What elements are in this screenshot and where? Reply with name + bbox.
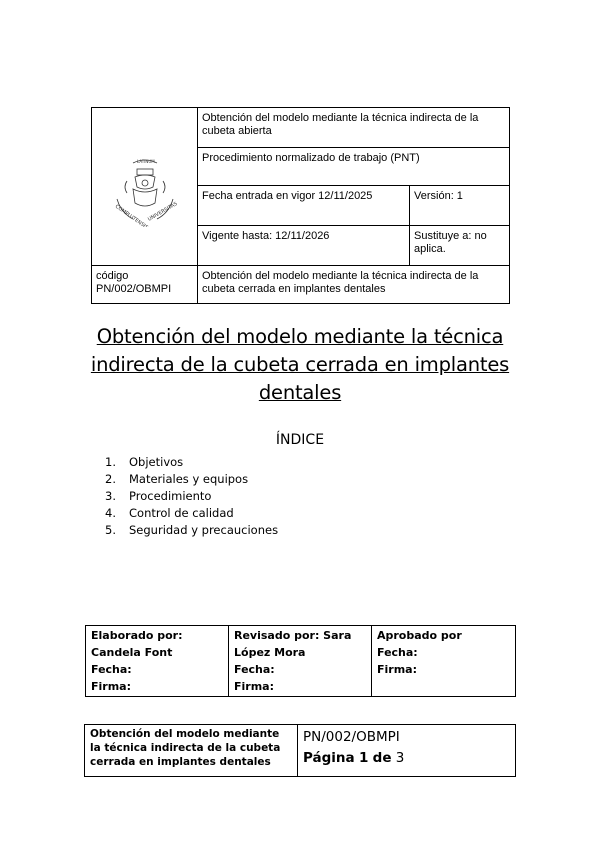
header-procedure: Procedimiento normalizado de trabajo (PNT) (198, 148, 510, 186)
footer-title: Obtención del modelo mediante la técnica indirecta de la cubeta cerrada en implantes dentales (85, 725, 298, 777)
document-title: Obtención del modelo mediante la técnica indirecta de la cubeta cerrada en implantes dentales (90, 325, 510, 404)
effective-date: Fecha entrada en vigor 12/11/2025 (198, 186, 410, 226)
list-item-label: Control de calidad (129, 506, 234, 520)
signature-table (85, 625, 516, 697)
list-item-number: 5. (105, 523, 116, 537)
revisado-fecha: Fecha: (234, 663, 275, 676)
header-subtitle: Obtención del modelo mediante la técnica indirecta de la cubeta cerrada en implantes dentales (198, 266, 510, 304)
footer-code: PN/002/OBMPI (303, 729, 400, 745)
elaborado-label: Elaborado por: (91, 629, 183, 642)
page-total: 3 (395, 750, 405, 766)
list-item-number: 1. (105, 455, 116, 469)
logo-cell (92, 108, 198, 266)
document-code: código PN/002/OBMPI (92, 266, 198, 304)
list-item-label: Materiales y equipos (129, 472, 249, 486)
list-item-label: Seguridad y precauciones (129, 523, 279, 537)
page-current: 1 (358, 750, 369, 766)
elaborado-fecha: Fecha: (91, 663, 132, 676)
list-item-label: Objetivos (129, 455, 184, 469)
footer-table (84, 724, 516, 777)
index-heading: ÍNDICE (275, 432, 325, 448)
aprobado-firma: Firma: (377, 663, 417, 676)
list-item-number: 3. (105, 489, 116, 503)
page-word: Página (303, 750, 355, 766)
aprobado-cell (372, 626, 516, 697)
revisado-cell (229, 626, 372, 697)
svg-text:COMPLUTENSIS: COMPLUTENSIS (113, 203, 149, 227)
valid-until: Vigente hasta: 12/11/2026 (198, 226, 410, 266)
list-item (105, 488, 278, 505)
elaborado-cell (86, 626, 229, 697)
replaces: Sustituye a: no aplica. (410, 226, 510, 266)
list-item-label: Procedimiento (129, 489, 212, 503)
aprobado-fecha: Fecha: (377, 646, 418, 659)
aprobado-label: Aprobado por (377, 629, 462, 642)
svg-text:UNIVERSITAS: UNIVERSITAS (146, 200, 178, 223)
list-item-number: 4. (105, 506, 116, 520)
list-item-number: 2. (105, 472, 116, 486)
list-item (105, 505, 278, 522)
header-title: Obtención del modelo mediante la técnica indirecta de la cubeta abierta (198, 108, 510, 148)
list-item (105, 471, 278, 488)
list-item (105, 454, 278, 471)
header-table (91, 107, 510, 304)
elaborado-name: Candela Font (91, 646, 173, 659)
revisado-firma: Firma: (234, 680, 274, 693)
list-item (105, 522, 278, 539)
elaborado-firma: Firma: (91, 680, 131, 693)
index-list (105, 454, 278, 539)
university-seal-logo (103, 143, 187, 227)
revisado-label: Revisado por: Sara López Mora (234, 629, 352, 659)
page-of: de (372, 750, 392, 766)
svg-text:LATINUM: LATINUM (136, 158, 155, 164)
page-indicator (303, 748, 510, 769)
footer-code-cell (298, 725, 516, 777)
version: Versión: 1 (410, 186, 510, 226)
